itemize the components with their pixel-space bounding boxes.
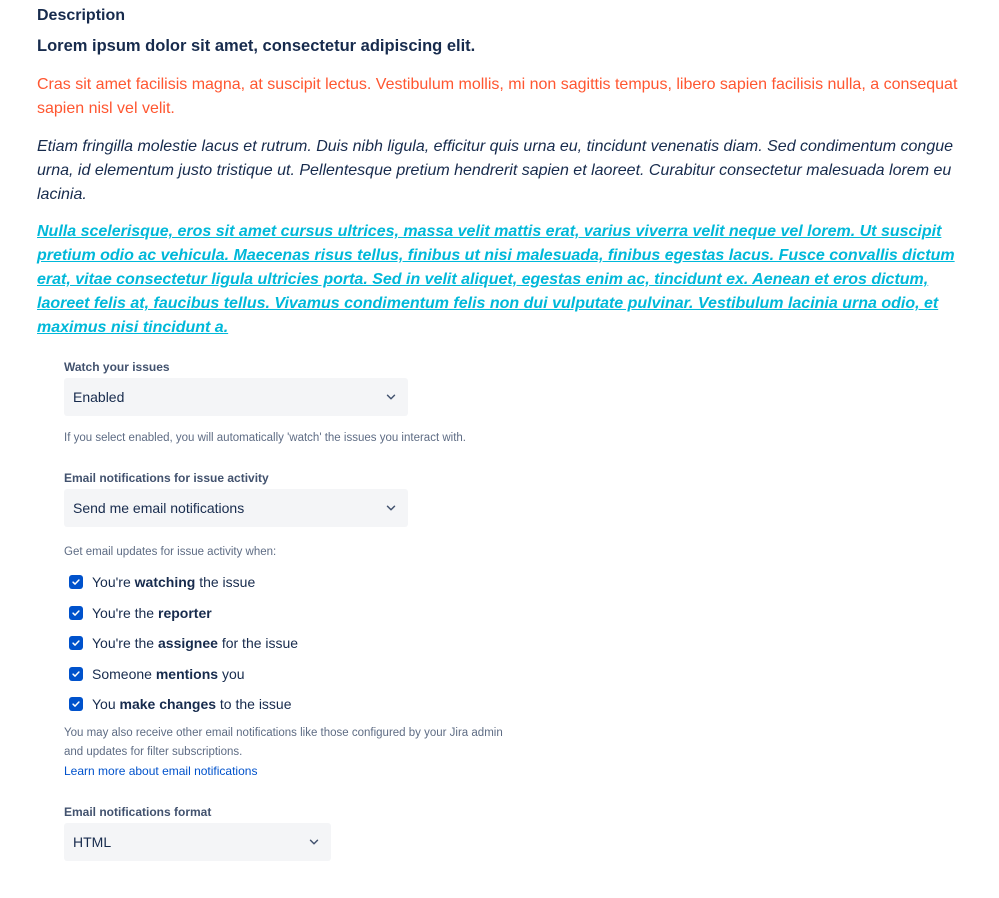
- description-red-text: Cras sit amet facilisis magna, at suscipit lectus. Vestibulum mollis, mi non sagittis tempus, libero sapien facilisis nulla, a consequat sapien nisl vel velit.: [37, 76, 958, 117]
- description-italic-text: Etiam fringilla molestie lacus et rutrum. Duis nibh ligula, efficitur quis urna eu, tincidunt venenatis diam. Sed condimentum congue urna, id elementum justo tristique ut. Pellentesque pretium hendrerit sapien et laoreet. Curabitur consectetur malesuada lorem eu lacinia.: [37, 138, 954, 203]
- email-activity-label: Email notifications for issue activity: [64, 471, 269, 485]
- checkbox-label: Someone mentions you: [92, 666, 245, 682]
- checkbox-checked-icon[interactable]: [69, 606, 83, 620]
- description-bold-text: Lorem ipsum dolor sit amet, consectetur adipiscing elit.: [37, 37, 476, 55]
- checkbox-checked-icon[interactable]: [69, 575, 83, 589]
- checkbox-label: You're the reporter: [92, 605, 212, 621]
- learn-more-link[interactable]: Learn more about email notifications: [64, 764, 258, 778]
- chevron-down-icon: [384, 501, 398, 515]
- email-format-label: Email notifications format: [64, 805, 212, 819]
- other-notifications-text: You may also receive other email notifications like those configured by your Jira admin and updates for filter subscriptions.: [64, 727, 503, 758]
- checkbox-watching[interactable]: [69, 572, 255, 592]
- checkbox-checked-icon[interactable]: [69, 667, 83, 681]
- checkbox-label: You make changes to the issue: [92, 696, 292, 712]
- checkbox-checked-icon[interactable]: [69, 636, 83, 650]
- watch-issues-value: Enabled: [73, 389, 125, 405]
- email-activity-select[interactable]: [64, 489, 408, 527]
- chevron-down-icon: [307, 835, 321, 849]
- checkbox-mentions[interactable]: [69, 664, 245, 684]
- checkbox-label: You're the assignee for the issue: [92, 635, 299, 651]
- checkbox-make-changes[interactable]: [69, 694, 292, 714]
- chevron-down-icon: [384, 390, 398, 404]
- checkbox-assignee[interactable]: [69, 633, 298, 653]
- email-format-select[interactable]: [64, 823, 331, 861]
- checkbox-checked-icon[interactable]: [69, 697, 83, 711]
- watch-issues-select[interactable]: [64, 378, 408, 416]
- description-link-text[interactable]: Nulla scelerisque, eros sit amet cursus ultrices, massa velit mattis erat, varius viverra velit neque vel lorem. Ut suscipit pretium odio ac vehicula. Maecenas risus tellus, finibus ut nisi malesuada, finibus egestas lacus. Fusce convallis dictum erat, vitae consectetur ligula ultricies porta. Sed in velit aliquet, egestas enim ac, tincidunt ex. Aenean et eros dictum, laoreet felis at, faucibus tellus. Vivamus condimentum felis non dui vulputate pulvinar. Vestibulum lacinia urna odio, et maximus nisi tincidunt a.: [37, 223, 955, 336]
- watch-issues-label: Watch your issues: [64, 360, 170, 374]
- email-format-value: HTML: [73, 834, 112, 850]
- checkbox-reporter[interactable]: [69, 603, 212, 623]
- email-activity-value: Send me email notifications: [73, 500, 245, 516]
- watch-issues-help: If you select enabled, you will automatically 'watch' the issues you interact with.: [64, 432, 466, 444]
- checkbox-label: You're watching the issue: [92, 574, 256, 590]
- email-activity-help: Get email updates for issue activity when:: [64, 546, 277, 558]
- description-heading: Description: [37, 7, 126, 24]
